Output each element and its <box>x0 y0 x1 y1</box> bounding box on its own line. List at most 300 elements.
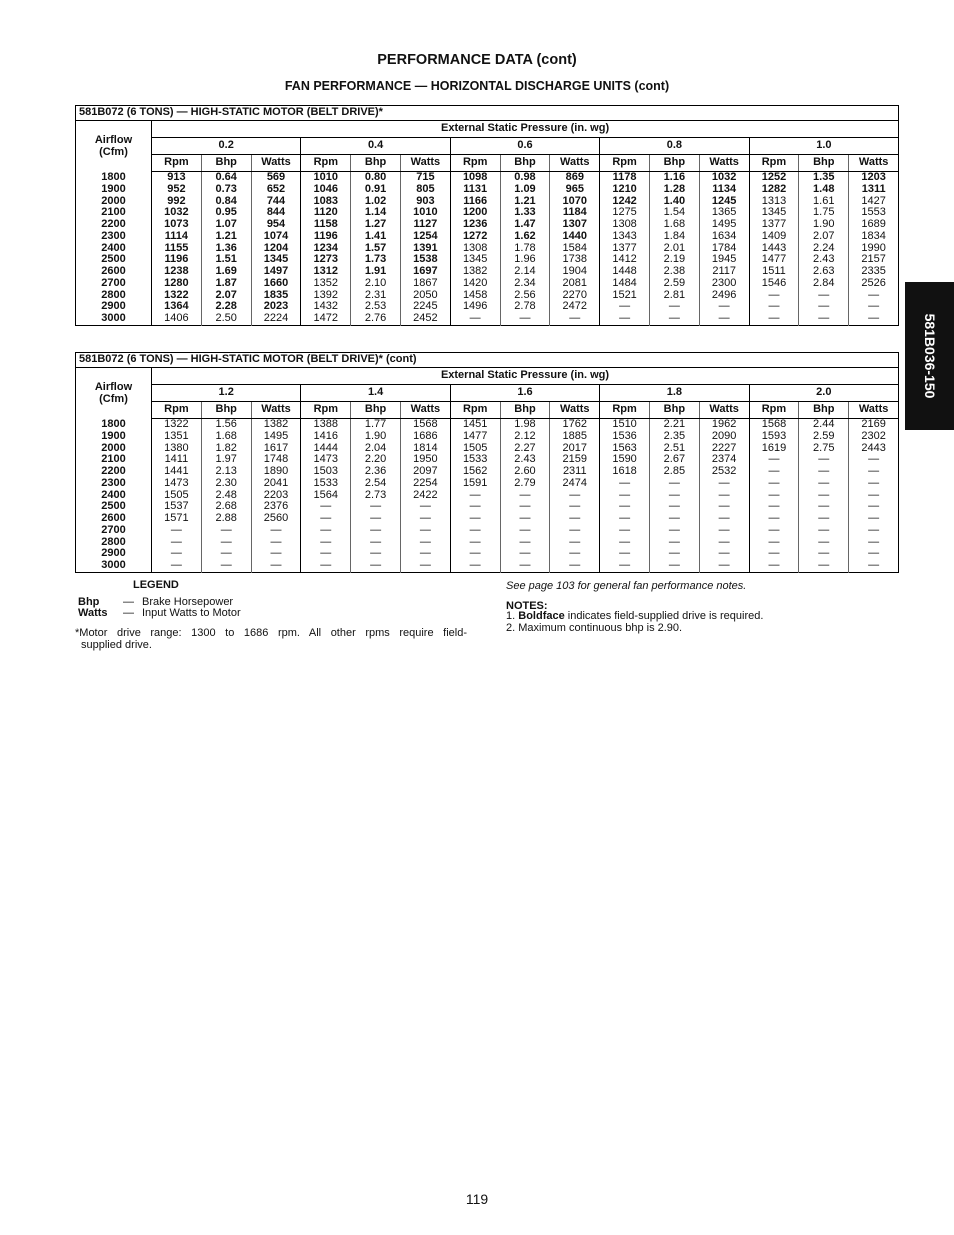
cell-bhp: 2.85 <box>649 466 699 478</box>
cell-rpm: — <box>749 466 799 478</box>
cell-rpm: 1406 <box>152 313 202 325</box>
cell-rpm: 1083 <box>301 196 351 208</box>
cell-rpm: 1032 <box>152 207 202 219</box>
airflow-header-line: (Cfm) <box>99 146 128 159</box>
cell-watts: 2443 <box>849 443 899 455</box>
cell-watts: — <box>849 454 899 466</box>
legend-desc-bhp: Brake Horsepower <box>142 596 234 608</box>
cell-rpm: 1380 <box>152 443 202 455</box>
airflow-value: 2500 <box>101 500 126 513</box>
cell-bhp: — <box>799 478 849 490</box>
cell-watts: — <box>699 478 749 490</box>
cell-bhp: — <box>201 537 251 549</box>
cell-bhp: — <box>351 513 401 525</box>
airflow-value: 2200 <box>101 465 126 477</box>
cell-rpm: — <box>749 501 799 513</box>
cell-bhp: — <box>500 548 550 560</box>
cell-rpm: 1521 <box>600 290 650 302</box>
cell-bhp: — <box>201 525 251 537</box>
cell-bhp: — <box>649 501 699 513</box>
airflow-value: 2300 <box>101 476 126 489</box>
airflow-value: 1900 <box>101 429 126 442</box>
cell-bhp: 2.43 <box>799 254 849 266</box>
cell-bhp: 1.68 <box>649 219 699 231</box>
cell-watts: 1070 <box>550 196 600 208</box>
cell-bhp: 1.54 <box>649 207 699 219</box>
cell-bhp: 1.40 <box>649 196 699 208</box>
legend-dash-bhp: — <box>123 596 134 608</box>
cell-rpm: 1178 <box>600 172 650 184</box>
cell-watts: 2496 <box>699 290 749 302</box>
cell-rpm: 1591 <box>450 478 500 490</box>
cell-rpm: 1345 <box>450 254 500 266</box>
pressure-header: 1.2 <box>152 385 301 402</box>
airflow-value: 2000 <box>101 441 126 454</box>
cell-bhp: 2.53 <box>351 301 401 313</box>
cell-watts: 744 <box>251 196 301 208</box>
cell-bhp: 2.79 <box>500 478 550 490</box>
cell-watts: 965 <box>550 184 600 196</box>
note-2: 2. Maximum continuous bhp is 2.90. <box>506 622 683 634</box>
cell-rpm: 1511 <box>749 266 799 278</box>
cell-rpm: — <box>600 501 650 513</box>
cell-watts: 1382 <box>251 419 301 431</box>
cell-bhp: — <box>649 490 699 502</box>
cell-watts: — <box>400 513 450 525</box>
cell-rpm: 1282 <box>749 184 799 196</box>
cell-rpm: 1275 <box>600 207 650 219</box>
cell-watts: — <box>251 525 301 537</box>
cell-bhp: — <box>351 560 401 572</box>
cell-bhp: — <box>351 525 401 537</box>
airflow-header <box>76 121 152 172</box>
cell-watts: 1497 <box>251 266 301 278</box>
cell-bhp: 2.73 <box>351 490 401 502</box>
cell-bhp: 1.56 <box>201 419 251 431</box>
cell-rpm: 1343 <box>600 231 650 243</box>
cell-watts: 1010 <box>400 207 450 219</box>
cell-rpm: 1166 <box>450 196 500 208</box>
cell-rpm: 1503 <box>301 466 351 478</box>
cell-watts: 1032 <box>699 172 749 184</box>
table-row <box>76 466 899 478</box>
cell-watts: 2041 <box>251 478 301 490</box>
cell-watts: 844 <box>251 207 301 219</box>
cell-bhp: 1.09 <box>500 184 550 196</box>
table-row <box>76 419 899 431</box>
cell-bhp: — <box>649 513 699 525</box>
cell-bhp: 2.35 <box>649 431 699 443</box>
cell-bhp: 2.07 <box>799 231 849 243</box>
table-row <box>76 231 899 243</box>
cell-rpm: — <box>152 560 202 572</box>
cell-rpm: — <box>301 501 351 513</box>
cell-watts: 1890 <box>251 466 301 478</box>
column-header-watts: Watts <box>699 402 749 419</box>
column-header-watts: Watts <box>550 402 600 419</box>
cell-rpm: 1364 <box>152 301 202 313</box>
cell-bhp: 2.24 <box>799 243 849 255</box>
cell-rpm: 1351 <box>152 431 202 443</box>
airflow-value: 2000 <box>101 194 126 207</box>
cell-bhp: 0.84 <box>201 196 251 208</box>
cell-bhp: 1.69 <box>201 266 251 278</box>
notes-title: NOTES: <box>506 600 548 612</box>
cell-watts: 1568 <box>400 419 450 431</box>
cell-watts: — <box>550 313 600 325</box>
cell-watts: — <box>849 478 899 490</box>
cell-bhp: 1.62 <box>500 231 550 243</box>
cell-watts: 1245 <box>699 196 749 208</box>
airflow-value: 2500 <box>101 253 126 266</box>
cell-watts: 2270 <box>550 290 600 302</box>
airflow-value: 2900 <box>101 300 126 313</box>
cell-rpm: 1546 <box>749 278 799 290</box>
cell-rpm: — <box>152 537 202 549</box>
cell-bhp: 2.21 <box>649 419 699 431</box>
table-row <box>76 172 899 184</box>
cell-watts: 1738 <box>550 254 600 266</box>
cell-bhp: 1.61 <box>799 196 849 208</box>
column-header-bhp: Bhp <box>201 402 251 419</box>
cell-rpm: 1562 <box>450 466 500 478</box>
cell-watts: 1950 <box>400 454 450 466</box>
cell-bhp: — <box>500 525 550 537</box>
cell-watts: 2081 <box>550 278 600 290</box>
column-header-watts: Watts <box>251 155 301 172</box>
airflow-value: 2600 <box>101 265 126 277</box>
cell-watts: 2050 <box>400 290 450 302</box>
cell-watts: 1345 <box>251 254 301 266</box>
cell-rpm: 1443 <box>749 243 799 255</box>
cell-watts: 1686 <box>400 431 450 443</box>
cell-rpm: — <box>450 537 500 549</box>
cell-rpm: — <box>749 454 799 466</box>
cell-bhp: 2.54 <box>351 478 401 490</box>
cell-watts: — <box>699 537 749 549</box>
motor-footnote-line2: supplied drive. <box>81 639 152 651</box>
airflow-value: 2800 <box>101 288 126 301</box>
cell-rpm: — <box>749 290 799 302</box>
cell-bhp: 2.51 <box>649 443 699 455</box>
cell-watts: — <box>251 537 301 549</box>
cell-rpm: 1536 <box>600 431 650 443</box>
cell-rpm: 1382 <box>450 266 500 278</box>
cell-bhp: 1.90 <box>799 219 849 231</box>
cell-rpm: 1411 <box>152 454 202 466</box>
cell-watts: 2159 <box>550 454 600 466</box>
motor-footnote-line1: *Motor drive range: 1300 to 1686 rpm. All other rpms require field- <box>75 627 467 639</box>
cell-rpm: 1158 <box>301 219 351 231</box>
cell-bhp: — <box>500 501 550 513</box>
cell-rpm: — <box>600 313 650 325</box>
cell-bhp: 1.33 <box>500 207 550 219</box>
column-header-watts: Watts <box>849 402 899 419</box>
cell-watts: 1391 <box>400 243 450 255</box>
note-1-number: 1. <box>506 610 516 622</box>
cell-rpm: 1155 <box>152 243 202 255</box>
cell-bhp: 0.64 <box>201 172 251 184</box>
cell-watts: — <box>849 560 899 572</box>
cell-bhp: 2.67 <box>649 454 699 466</box>
cell-watts: 2017 <box>550 443 600 455</box>
cell-rpm: — <box>152 548 202 560</box>
airflow-value: 2400 <box>101 241 126 254</box>
cell-bhp: — <box>500 537 550 549</box>
cell-rpm: 1477 <box>450 431 500 443</box>
cell-rpm: 1416 <box>301 431 351 443</box>
cell-watts: 2472 <box>550 301 600 313</box>
cell-watts: 2023 <box>251 301 301 313</box>
cell-watts: 2311 <box>550 466 600 478</box>
column-header-bhp: Bhp <box>649 155 699 172</box>
cell-watts: 1134 <box>699 184 749 196</box>
table-title: 581B072 (6 TONS) — HIGH-STATIC MOTOR (BELT DRIVE)* (cont) <box>76 353 899 368</box>
cell-rpm: 1312 <box>301 266 351 278</box>
airflow-value: 2700 <box>101 276 126 289</box>
cell-bhp: 2.04 <box>351 443 401 455</box>
table-row <box>76 478 899 490</box>
cell-rpm: 1590 <box>600 454 650 466</box>
cell-watts: 2245 <box>400 301 450 313</box>
cell-watts: 1538 <box>400 254 450 266</box>
column-header-bhp: Bhp <box>649 402 699 419</box>
cell-bhp: — <box>799 290 849 302</box>
cell-watts: 1748 <box>251 454 301 466</box>
cell-bhp: — <box>799 466 849 478</box>
cell-bhp: — <box>799 525 849 537</box>
airflow-value: 3000 <box>101 559 126 571</box>
cell-rpm: 1238 <box>152 266 202 278</box>
cell-bhp: 2.20 <box>351 454 401 466</box>
cell-bhp: 1.73 <box>351 254 401 266</box>
cell-watts: — <box>400 548 450 560</box>
cell-watts: 2090 <box>699 431 749 443</box>
cell-rpm: 1568 <box>749 419 799 431</box>
cell-bhp: — <box>799 490 849 502</box>
cell-bhp: 2.60 <box>500 466 550 478</box>
cell-watts: — <box>849 548 899 560</box>
cell-rpm: — <box>450 313 500 325</box>
column-header-watts: Watts <box>699 155 749 172</box>
column-header-watts: Watts <box>849 155 899 172</box>
cell-watts: — <box>849 466 899 478</box>
cell-bhp: 2.38 <box>649 266 699 278</box>
cell-watts: 1990 <box>849 243 899 255</box>
cell-rpm: — <box>600 548 650 560</box>
table-row <box>76 431 899 443</box>
cell-watts: 1945 <box>699 254 749 266</box>
cell-bhp: 2.10 <box>351 278 401 290</box>
cell-rpm: 1131 <box>450 184 500 196</box>
cell-rpm: 1505 <box>450 443 500 455</box>
airflow-value: 1800 <box>101 417 126 430</box>
cell-bhp: 1.16 <box>649 172 699 184</box>
cell-watts: 2203 <box>251 490 301 502</box>
cell-bhp: — <box>799 501 849 513</box>
page-subtitle: FAN PERFORMANCE — HORIZONTAL DISCHARGE UNITS (cont) <box>284 79 670 93</box>
cell-rpm: — <box>450 560 500 572</box>
cell-bhp: 1.21 <box>201 231 251 243</box>
cell-bhp: — <box>500 560 550 572</box>
cell-watts: 1553 <box>849 207 899 219</box>
cell-rpm: 1272 <box>450 231 500 243</box>
cell-rpm: — <box>301 548 351 560</box>
cell-watts: 1697 <box>400 266 450 278</box>
airflow-header-line: Airflow <box>94 134 133 147</box>
cell-rpm: — <box>600 537 650 549</box>
cell-rpm: 952 <box>152 184 202 196</box>
cell-watts: 1203 <box>849 172 899 184</box>
cell-watts: — <box>849 313 899 325</box>
cell-rpm: 1073 <box>152 219 202 231</box>
cell-rpm: — <box>450 548 500 560</box>
pressure-header: 0.8 <box>600 138 749 155</box>
cell-watts: 2300 <box>699 278 749 290</box>
airflow-header-line: Airflow <box>94 381 133 394</box>
cell-rpm: 1448 <box>600 266 650 278</box>
cell-rpm: — <box>152 525 202 537</box>
cell-bhp: 2.14 <box>500 266 550 278</box>
cell-bhp: — <box>649 537 699 549</box>
static-pressure-header: External Static Pressure (in. wg) <box>152 121 899 138</box>
cell-watts: 2224 <box>251 313 301 325</box>
cell-rpm: — <box>749 478 799 490</box>
cell-rpm: 1473 <box>152 478 202 490</box>
cell-bhp: — <box>649 478 699 490</box>
cell-watts: 1365 <box>699 207 749 219</box>
column-header-bhp: Bhp <box>500 402 550 419</box>
cell-watts: 2474 <box>550 478 600 490</box>
column-header-rpm: Rpm <box>450 402 500 419</box>
table-row <box>76 313 899 325</box>
column-header-rpm: Rpm <box>450 155 500 172</box>
cell-rpm: 1472 <box>301 313 351 325</box>
airflow-value: 1800 <box>101 170 126 183</box>
cell-bhp: 1.82 <box>201 443 251 455</box>
cell-bhp: — <box>649 525 699 537</box>
cell-bhp: 0.95 <box>201 207 251 219</box>
cell-rpm: — <box>749 313 799 325</box>
cell-rpm: 992 <box>152 196 202 208</box>
column-header-watts: Watts <box>251 402 301 419</box>
cell-watts: 2422 <box>400 490 450 502</box>
cell-bhp: 2.78 <box>500 301 550 313</box>
cell-rpm: — <box>749 525 799 537</box>
page-title: PERFORMANCE DATA (cont) <box>377 52 577 68</box>
cell-rpm: 1377 <box>600 243 650 255</box>
cell-watts: 2302 <box>849 431 899 443</box>
pressure-header: 0.2 <box>152 138 301 155</box>
cell-rpm: 1533 <box>301 478 351 490</box>
cell-bhp: 0.73 <box>201 184 251 196</box>
cell-rpm: 1444 <box>301 443 351 455</box>
cell-bhp: 1.28 <box>649 184 699 196</box>
cell-bhp: — <box>649 313 699 325</box>
cell-bhp: 1.21 <box>500 196 550 208</box>
cell-watts: 1427 <box>849 196 899 208</box>
cell-bhp: — <box>500 513 550 525</box>
cell-rpm: 1496 <box>450 301 500 313</box>
cell-watts: 1307 <box>550 219 600 231</box>
cell-rpm: 1510 <box>600 419 650 431</box>
cell-watts: 1311 <box>849 184 899 196</box>
cell-watts: 2374 <box>699 454 749 466</box>
cell-bhp: 1.90 <box>351 431 401 443</box>
cell-rpm: 1484 <box>600 278 650 290</box>
column-header-rpm: Rpm <box>301 402 351 419</box>
side-tab-label: 581B036-150 <box>921 313 938 399</box>
cell-rpm: 1593 <box>749 431 799 443</box>
cell-rpm: 1322 <box>152 290 202 302</box>
cell-bhp: 2.48 <box>201 490 251 502</box>
cell-bhp: 1.77 <box>351 419 401 431</box>
column-header-rpm: Rpm <box>301 155 351 172</box>
cell-watts: 2335 <box>849 266 899 278</box>
cell-watts: — <box>849 513 899 525</box>
cell-rpm: 1242 <box>600 196 650 208</box>
cell-watts: 1584 <box>550 243 600 255</box>
cell-watts: 1617 <box>251 443 301 455</box>
cell-rpm: — <box>749 301 799 313</box>
cell-bhp: 1.75 <box>799 207 849 219</box>
cell-bhp: 1.07 <box>201 219 251 231</box>
cell-watts: — <box>699 548 749 560</box>
airflow-value: 2100 <box>101 453 126 466</box>
cell-watts: — <box>699 513 749 525</box>
cell-watts: 1835 <box>251 290 301 302</box>
cell-watts: — <box>699 501 749 513</box>
cell-bhp: 2.31 <box>351 290 401 302</box>
cell-bhp: 1.02 <box>351 196 401 208</box>
cell-watts: 1784 <box>699 243 749 255</box>
cell-rpm: — <box>600 525 650 537</box>
cell-rpm: — <box>600 478 650 490</box>
cell-watts: 869 <box>550 172 600 184</box>
cell-watts: 2560 <box>251 513 301 525</box>
cell-rpm: 1537 <box>152 501 202 513</box>
cell-rpm: 1432 <box>301 301 351 313</box>
cell-bhp: 2.81 <box>649 290 699 302</box>
cell-rpm: 1451 <box>450 419 500 431</box>
cell-rpm: 1313 <box>749 196 799 208</box>
cell-rpm: — <box>450 525 500 537</box>
airflow-value: 2300 <box>101 229 126 242</box>
cell-rpm: — <box>600 513 650 525</box>
cell-rpm: 913 <box>152 172 202 184</box>
legend-abbr-watts: Watts <box>78 607 108 619</box>
airflow-header-line: (Cfm) <box>99 393 128 406</box>
cell-watts: — <box>550 525 600 537</box>
cell-rpm: — <box>450 501 500 513</box>
legend-abbr-bhp: Bhp <box>78 596 100 608</box>
cell-watts: — <box>550 513 600 525</box>
cell-rpm: 1210 <box>600 184 650 196</box>
cell-watts: — <box>699 560 749 572</box>
cell-rpm: 1412 <box>600 254 650 266</box>
cell-bhp: 2.50 <box>201 313 251 325</box>
cell-rpm: 1098 <box>450 172 500 184</box>
cell-watts: — <box>849 501 899 513</box>
cell-rpm: 1571 <box>152 513 202 525</box>
cell-bhp: 1.98 <box>500 419 550 431</box>
cell-bhp: 2.13 <box>201 466 251 478</box>
cell-bhp: 2.12 <box>500 431 550 443</box>
cell-watts: 1904 <box>550 266 600 278</box>
column-header-rpm: Rpm <box>749 402 799 419</box>
cell-bhp: — <box>799 301 849 313</box>
cell-watts: — <box>400 560 450 572</box>
